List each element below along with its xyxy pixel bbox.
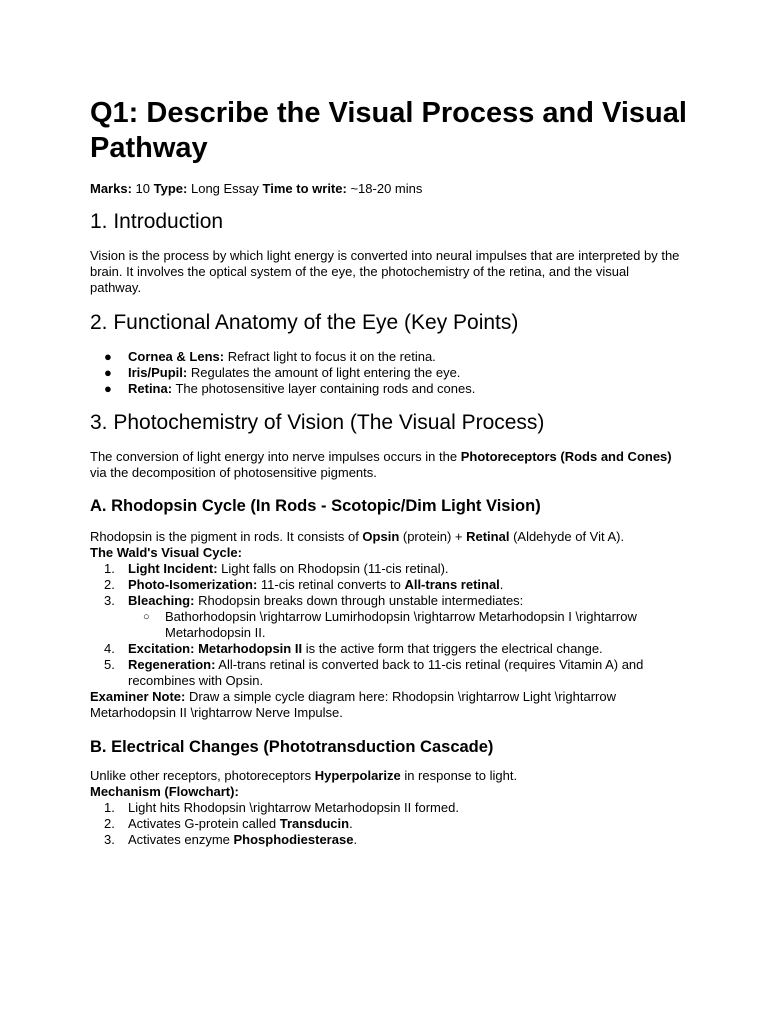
electrical-heading: B. Electrical Changes (Phototransduction Cascade) xyxy=(90,738,494,756)
cycle-title xyxy=(90,545,682,561)
intermediates-text: Bathorhodopsin \rightarrow Lumirhodopsin \rightarrow Metarhodopsin I \rightarrow Metarhodopsin II. xyxy=(165,609,637,640)
rhodopsin-text xyxy=(90,529,682,545)
step-term: Bleaching: xyxy=(128,593,195,608)
step-term: Excitation: Metarhodopsin II xyxy=(128,641,303,656)
step-number: 3. xyxy=(104,593,115,608)
all-trans-term: All-trans retinal xyxy=(404,577,500,592)
intro-text: Vision is the process by which light energy is converted into neural impulses that are interpreted by the brain. It involves the optical system of the eye, the photochemistry of the retina, and the visual pathway. xyxy=(90,248,680,295)
list-item xyxy=(90,657,690,689)
item-term: Iris/Pupil: xyxy=(128,365,188,380)
step-term: Photo-Isomerization: xyxy=(128,577,258,592)
step-term: Light Incident: xyxy=(128,561,218,576)
bullet-icon: ● xyxy=(104,365,112,380)
step-desc: Light falls on Rhodopsin (11-cis retinal). xyxy=(217,561,449,576)
step-number: 4. xyxy=(104,641,115,656)
step-desc: is the active form that triggers the electrical change. xyxy=(302,641,603,656)
list-item xyxy=(90,577,690,593)
text-span: Unlike other receptors, photoreceptors xyxy=(90,768,315,783)
item-desc: The photosensitive layer containing rods and cones. xyxy=(172,381,476,396)
step-desc: Activates G-protein called xyxy=(128,816,280,831)
electrical-text xyxy=(90,768,682,784)
step-number: 1. xyxy=(104,800,115,815)
photochem-text xyxy=(90,449,682,481)
meta-line xyxy=(90,181,422,197)
step-number: 1. xyxy=(104,561,115,576)
text-span: via the decomposition of photosensitive pigments. xyxy=(90,465,377,480)
list-item xyxy=(90,593,690,609)
text-span: Rhodopsin is the pigment in rods. It consists of xyxy=(90,529,363,544)
photoreceptors-term: Photoreceptors (Rods and Cones) xyxy=(460,449,672,464)
text-span: (protein) + xyxy=(399,529,467,544)
anatomy-heading: 2. Functional Anatomy of the Eye (Key Points) xyxy=(90,311,519,334)
wald-cycle-list xyxy=(90,561,690,689)
note-text: Draw a simple cycle diagram here: Rhodopsin \rightarrow Light \rightarrow Metarhodopsin II \rightarrow Nerve Impulse. xyxy=(90,689,616,720)
list-item xyxy=(90,365,690,381)
transducin-term: Transducin xyxy=(279,816,350,831)
step-number: 2. xyxy=(104,577,115,592)
photochem-heading: 3. Photochemistry of Vision (The Visual Process) xyxy=(90,411,545,434)
step-desc: . xyxy=(499,577,504,592)
step-desc: . xyxy=(349,816,353,831)
item-term: Retina: xyxy=(128,381,173,396)
circle-bullet-icon: ○ xyxy=(143,611,150,623)
step-desc: All-trans retinal is converted back to 11-cis retinal (requires Vitamin A) and recombines with Opsin. xyxy=(128,657,644,688)
type-label: Type: xyxy=(153,181,188,196)
list-item xyxy=(90,832,690,848)
list-item xyxy=(90,800,690,816)
mechanism-list xyxy=(90,800,690,848)
item-term: Cornea & Lens: xyxy=(128,349,225,364)
mechanism-title xyxy=(90,784,682,800)
item-desc: Refract light to focus it on the retina. xyxy=(224,349,436,364)
bullet-icon: ● xyxy=(104,381,112,396)
opsin-term: Opsin xyxy=(362,529,400,544)
examiner-note xyxy=(90,689,682,721)
text-span: in response to light. xyxy=(400,768,518,783)
text-span: (Aldehyde of Vit A). xyxy=(509,529,625,544)
hyperpolarize-term: Hyperpolarize xyxy=(314,768,401,783)
note-label: Examiner Note: xyxy=(90,689,186,704)
text-span: The conversion of light energy into nerve impulses occurs in the xyxy=(90,449,461,464)
step-desc: . xyxy=(353,832,358,847)
step-number: 2. xyxy=(104,816,115,831)
list-item xyxy=(90,561,690,577)
step-desc: 11-cis retinal converts to xyxy=(257,577,405,592)
type-value: Long Essay xyxy=(190,181,259,196)
retinal-term: Retinal xyxy=(466,529,510,544)
list-item xyxy=(90,641,690,657)
step-desc: Light hits Rhodopsin \rightarrow Metarhodopsin II formed. xyxy=(128,800,459,815)
anatomy-list xyxy=(90,349,690,397)
intro-heading: 1. Introduction xyxy=(90,210,224,233)
mechanism-title-text: Mechanism (Flowchart): xyxy=(90,784,239,799)
step-desc: Rhodopsin breaks down through unstable intermediates: xyxy=(194,593,524,608)
list-item xyxy=(90,349,690,365)
time-value: ~18-20 mins xyxy=(350,181,423,196)
step-number: 3. xyxy=(104,832,115,847)
item-desc: Regulates the amount of light entering the eye. xyxy=(187,365,461,380)
time-label: Time to write: xyxy=(262,181,347,196)
cycle-title-text: The Wald's Visual Cycle: xyxy=(90,545,242,560)
marks-value: 10 xyxy=(135,181,151,196)
phosphodiesterase-term: Phosphodiesterase xyxy=(233,832,354,847)
step-desc: Activates enzyme xyxy=(128,832,234,847)
marks-label: Marks: xyxy=(90,181,132,196)
sub-list-item xyxy=(90,609,690,641)
list-item xyxy=(90,381,690,397)
list-item xyxy=(90,816,690,832)
step-number: 5. xyxy=(104,657,115,672)
page-title: Q1: Describe the Visual Process and Visual Pathway xyxy=(90,97,687,164)
step-term: Regeneration: xyxy=(128,657,216,672)
bullet-icon: ● xyxy=(104,349,112,364)
rhodopsin-heading: A. Rhodopsin Cycle (In Rods - Scotopic/Dim Light Vision) xyxy=(90,497,541,515)
